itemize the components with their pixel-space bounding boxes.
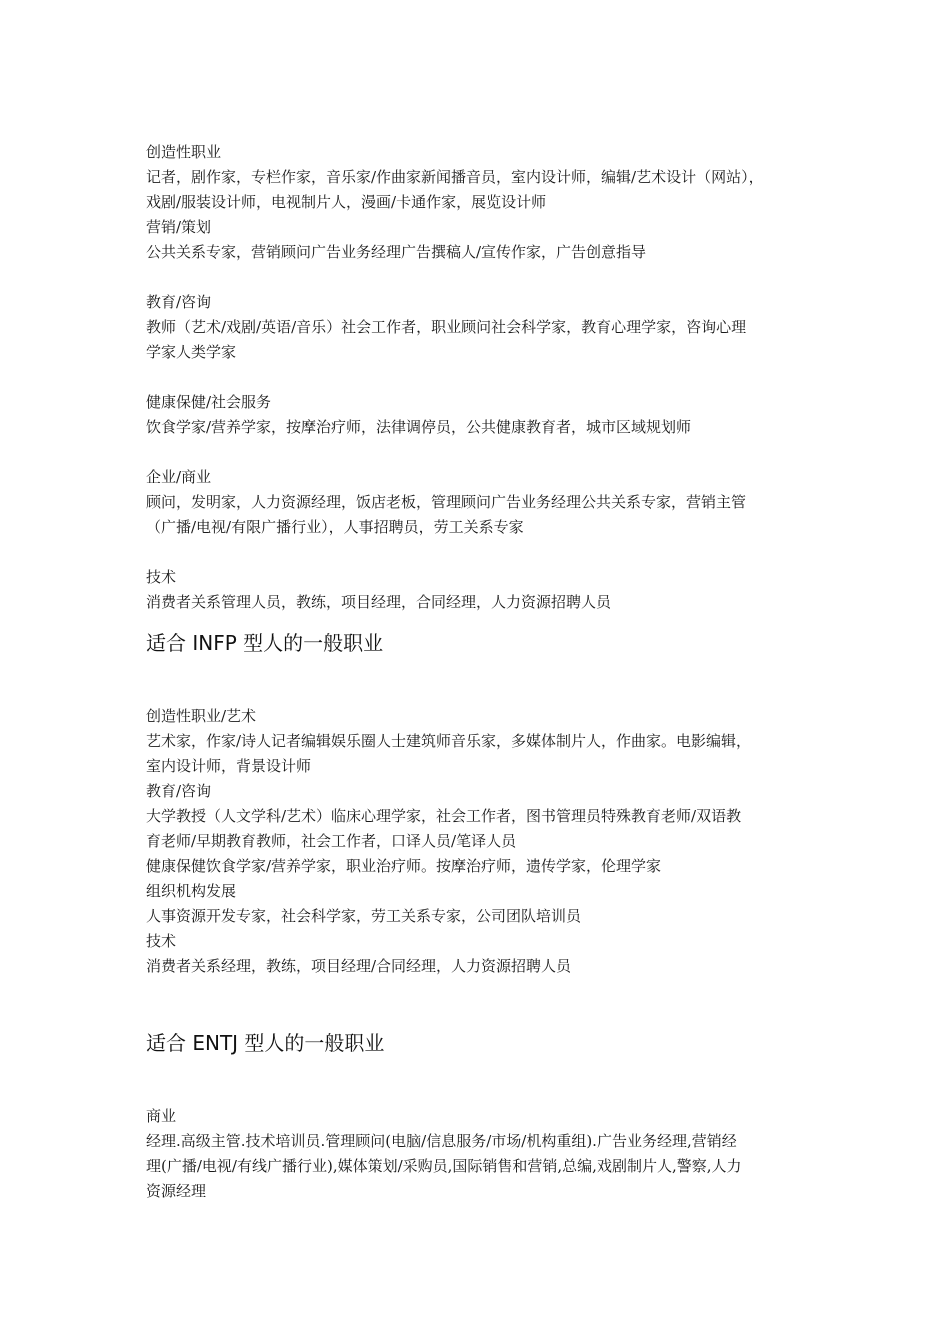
- career-list-creative-2: 戏剧/服装设计师，电视制片人，漫画/卡通作家，展览设计师: [146, 193, 547, 211]
- category-label-tech-infp: 技术: [146, 932, 177, 950]
- career-list-marketing-1: 公共关系专家，营销顾问广告业务经理广告撰稿人/宣传作家，广告创意指导: [146, 243, 647, 261]
- career-list-health-1: 饮食学家/营养学家，按摩治疗师，法律调停员，公共健康教育者，城市区域规划师: [146, 418, 692, 436]
- career-list-business-2: （广播/电视/有限广播行业），人事招聘员，劳工关系专家: [146, 518, 524, 536]
- category-label-health: 健康保健/社会服务: [146, 393, 272, 411]
- career-list-education-2: 学家人类学家: [146, 343, 237, 361]
- paragraph-gap: [146, 540, 810, 565]
- paragraph-gap: [146, 265, 810, 290]
- category-label-business: 企业/商业: [146, 468, 212, 486]
- category-label-business-entj: 商业: [146, 1107, 177, 1125]
- category-label-creative: 创造性职业: [146, 143, 222, 161]
- career-list-business-1: 顾问，发明家，人力资源经理，饭店老板，管理顾问广告业务经理公共关系专家，营销主管: [146, 493, 747, 511]
- category-label-marketing: 营销/策划: [146, 218, 212, 236]
- career-list-business-entj-2: 理(广播/电视/有线广播行业),媒体策划/采购员,国际销售和营销,总编,戏剧制片人,警察,人力: [146, 1157, 742, 1175]
- career-list-tech-infp-1: 消费者关系经理，教练，项目经理/合同经理，人力资源招聘人员: [146, 957, 572, 975]
- paragraph-gap: [146, 365, 810, 390]
- career-list-education-infp-2: 育老师/早期教育教师，社会工作者，口译人员/笔译人员: [146, 832, 517, 850]
- career-list-health-infp-1: 健康保健饮食学家/营养学家，职业治疗师。按摩治疗师，遗传学家，伦理学家: [146, 857, 662, 875]
- category-label-tech: 技术: [146, 568, 177, 586]
- career-list-business-entj-1: 经理.高级主管.技术培训员.管理顾问(电脑/信息服务/市场/机构重组).广告业务经理,营销经: [146, 1132, 737, 1150]
- career-list-education-1: 教师（艺术/戏剧/英语/音乐）社会工作者，职业顾问社会科学家，教育心理学家，咨询心理: [146, 318, 747, 336]
- category-label-education: 教育/咨询: [146, 293, 212, 311]
- paragraph-gap: [146, 440, 810, 465]
- career-list-art-1: 艺术家，作家/诗人记者编辑娱乐圈人士建筑师音乐家，多媒体制片人，作曲家。电影编辑，: [146, 732, 752, 750]
- section-heading-entj: 适合 ENTJ 型人的一般职业: [146, 1031, 385, 1055]
- career-list-education-infp-1: 大学教授（人文学科/艺术）临床心理学家，社会工作者，图书管理员特殊教育老师/双语教: [146, 807, 742, 825]
- career-list-tech-1: 消费者关系管理人员，教练，项目经理，合同经理，人力资源招聘人员: [146, 593, 612, 611]
- document-page: [146, 140, 810, 1204]
- category-label-education-infp: 教育/咨询: [146, 782, 212, 800]
- career-list-art-2: 室内设计师，背景设计师: [146, 757, 312, 775]
- career-list-business-entj-3: 资源经理: [146, 1182, 207, 1200]
- section-heading-infp: 适合 INFP 型人的一般职业: [146, 631, 384, 655]
- category-label-org: 组织机构发展: [146, 882, 237, 900]
- career-list-org-1: 人事资源开发专家，社会科学家，劳工关系专家，公司团队培训员: [146, 907, 582, 925]
- career-list-creative-1: 记者，剧作家，专栏作家，音乐家/作曲家新闻播音员，室内设计师，编辑/艺术设计（网站），: [146, 168, 764, 186]
- category-label-art: 创造性职业/艺术: [146, 707, 257, 725]
